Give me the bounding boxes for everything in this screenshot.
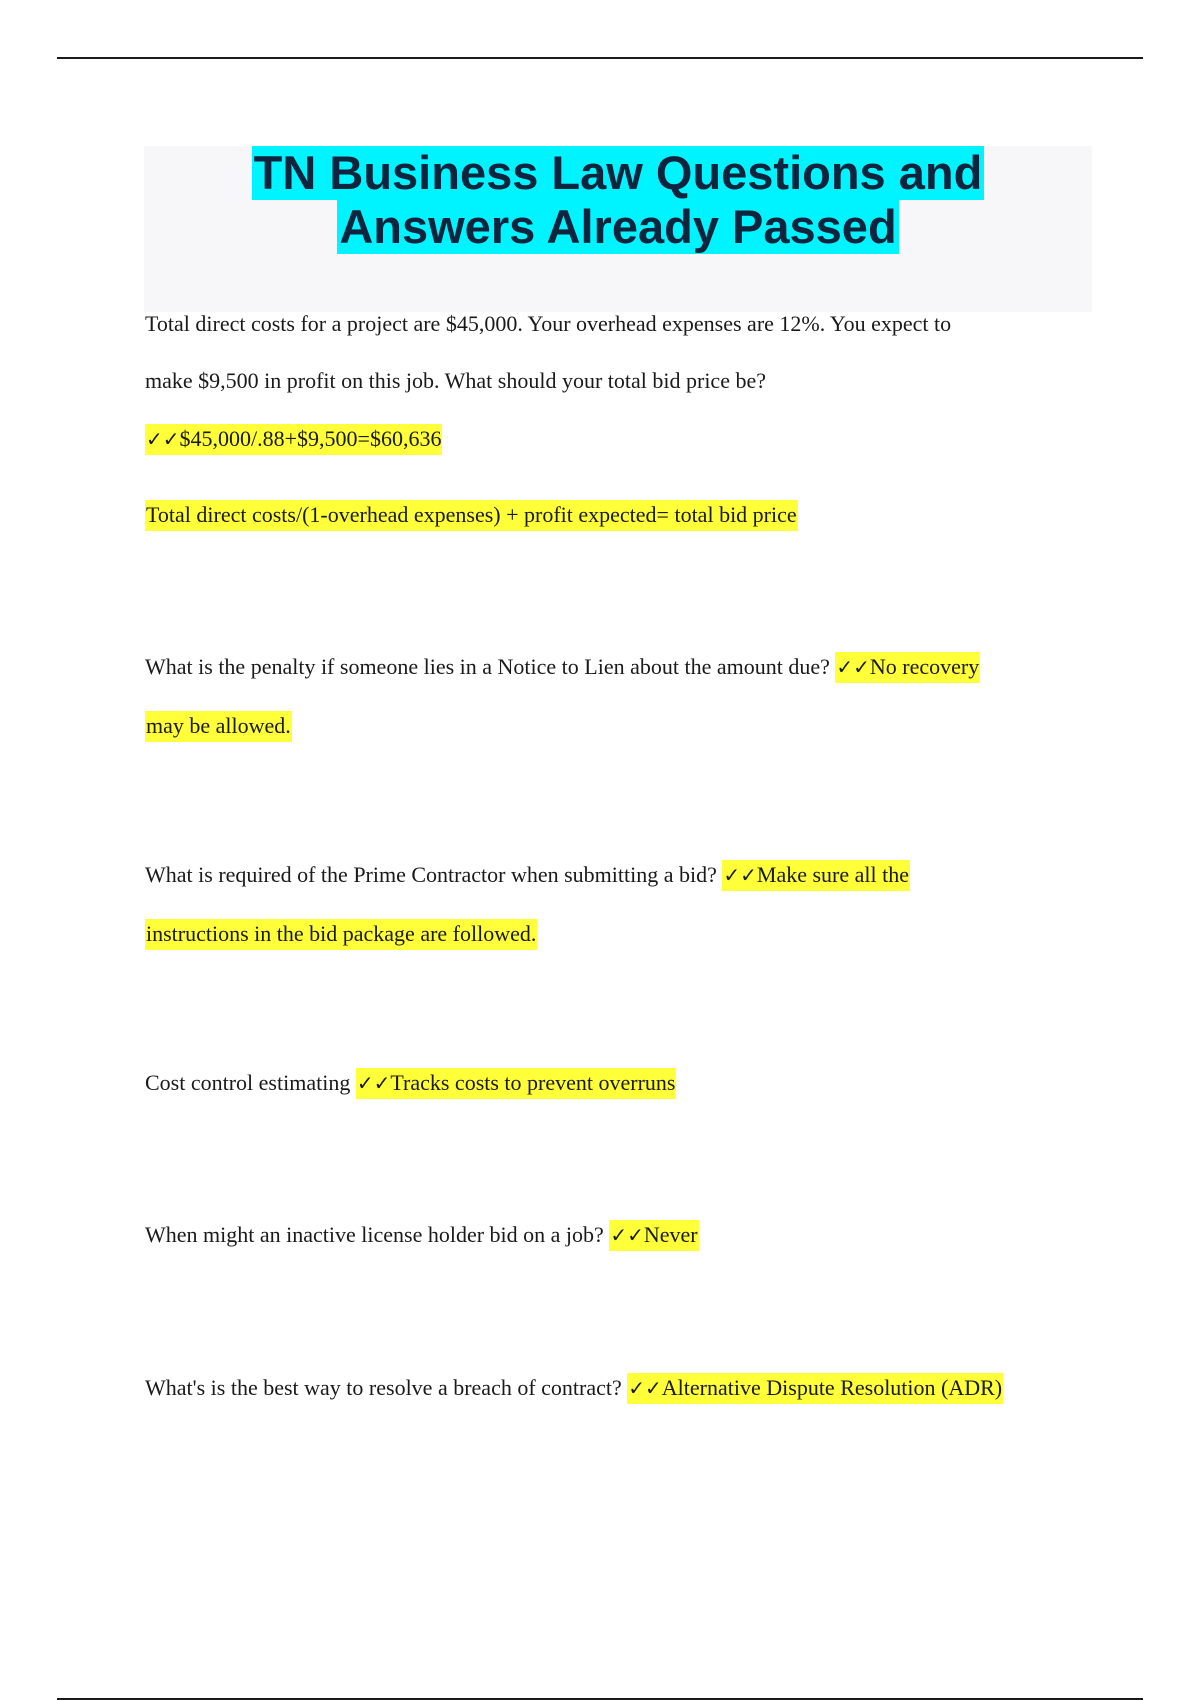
answer-1 [145,426,1095,452]
check-mark-icon: ✓✓ [628,1376,662,1400]
check-mark-icon: ✓✓ [836,655,870,679]
answer-2-continued [145,713,1095,739]
answer-3-line-1: Make sure all the [756,862,909,887]
answer-2-line-1: No recovery [869,654,980,679]
title-line-2: Answers Already Passed [339,200,897,253]
question-3-text: What is required of the Prime Contractor when submitting a bid? [145,862,717,887]
question-6-text: What's is the best way to resolve a breach of contract? [145,1375,622,1400]
top-divider [57,57,1143,59]
question-2-text: What is the penalty if someone lies in a Notice to Lien about the amount due? [145,654,830,679]
question-2 [145,654,1095,680]
question-6 [145,1375,1095,1401]
answer-1-text: $45,000/.88+$9,500=$60,636 [179,426,442,451]
title-line-1: TN Business Law Questions and [253,146,983,199]
question-1-line-2: make $9,500 in profit on this job. What should your total bid price be? [145,368,766,393]
answer-6-text: Alternative Dispute Resolution (ADR) [661,1375,1003,1400]
question-4-text: Cost control estimating [145,1070,351,1095]
explanation-1-text: Total direct costs/(1-overhead expenses) + profit expected= total bid price [145,500,798,531]
question-5 [145,1222,1095,1248]
check-mark-icon: ✓✓ [723,863,757,887]
check-mark-icon: ✓✓ [356,1071,391,1095]
check-mark-icon: ✓✓ [146,427,180,451]
answer-3-continued [145,921,1095,947]
answer-5-text: Never [643,1222,698,1247]
explanation-1 [145,502,1095,528]
answer-3-line-2: instructions in the bid package are followed. [145,919,537,950]
document-title [144,146,1092,312]
check-mark-icon: ✓✓ [610,1223,644,1247]
question-1-line-1: Total direct costs for a project are $45,000. Your overhead expenses are 12%. You expect to [145,311,952,336]
answer-4-text: Tracks costs to prevent overruns [390,1070,676,1095]
answer-2-line-2: may be allowed. [145,711,292,742]
question-3 [145,862,1095,888]
question-5-text: When might an inactive license holder bid on a job? [145,1222,604,1247]
question-4 [145,1070,1095,1096]
